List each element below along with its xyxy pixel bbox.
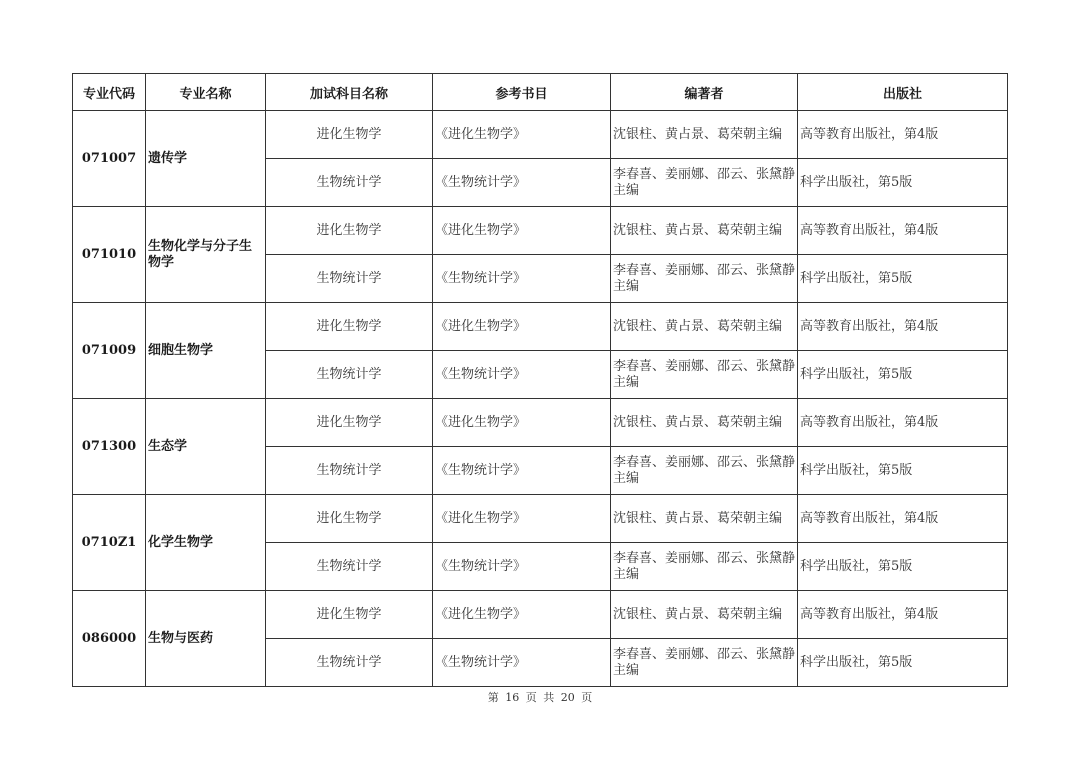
table-row: [73, 591, 1008, 639]
publisher-cell: 科学出版社，第5版: [798, 543, 1008, 591]
subject-cell: 生物统计学: [266, 543, 433, 591]
subject-cell: 进化生物学: [266, 207, 433, 255]
publisher-cell: 高等教育出版社，第4版: [798, 111, 1008, 159]
publisher-cell: 科学出版社，第5版: [798, 255, 1008, 303]
author-cell: 李春喜、姜丽娜、邵云、张黛静主编: [611, 543, 798, 591]
publisher-cell: 高等教育出版社，第4版: [798, 207, 1008, 255]
subject-cell: 生物统计学: [266, 639, 433, 687]
book-cell: 《生物统计学》: [433, 255, 611, 303]
publisher-cell: 科学出版社，第5版: [798, 159, 1008, 207]
author-cell: 沈银柱、黄占景、葛荣朝主编: [611, 495, 798, 543]
major-name-cell: 生态学: [146, 399, 266, 495]
reference-book-table: [72, 73, 1008, 687]
book-cell: 《生物统计学》: [433, 543, 611, 591]
subject-cell: 生物统计学: [266, 159, 433, 207]
major-name-cell: 细胞生物学: [146, 303, 266, 399]
author-cell: 沈银柱、黄占景、葛荣朝主编: [611, 111, 798, 159]
major-code-cell: 0710Z1: [73, 495, 146, 591]
book-cell: 《生物统计学》: [433, 639, 611, 687]
major-name-cell: 生物与医药: [146, 591, 266, 687]
book-cell: 《生物统计学》: [433, 351, 611, 399]
publisher-cell: 高等教育出版社，第4版: [798, 591, 1008, 639]
subject-cell: 进化生物学: [266, 495, 433, 543]
page-number-footer: 第 16 页 共 20 页: [487, 691, 593, 704]
table-row: [73, 495, 1008, 543]
header-publisher: 出版社: [798, 74, 1008, 111]
subject-cell: 生物统计学: [266, 351, 433, 399]
table-row: [73, 399, 1008, 447]
author-cell: 李春喜、姜丽娜、邵云、张黛静主编: [611, 351, 798, 399]
subject-cell: 生物统计学: [266, 447, 433, 495]
table-row: [73, 111, 1008, 159]
header-subject-name: 加试科目名称: [266, 74, 433, 111]
table-row: [73, 207, 1008, 255]
publisher-cell: 科学出版社，第5版: [798, 447, 1008, 495]
book-cell: 《进化生物学》: [433, 495, 611, 543]
major-name-cell: 生物化学与分子生物学: [146, 207, 266, 303]
author-cell: 沈银柱、黄占景、葛荣朝主编: [611, 303, 798, 351]
book-cell: 《进化生物学》: [433, 207, 611, 255]
header-major-name: 专业名称: [146, 74, 266, 111]
header-author: 编著者: [611, 74, 798, 111]
subject-cell: 进化生物学: [266, 303, 433, 351]
major-name-cell: 化学生物学: [146, 495, 266, 591]
author-cell: 李春喜、姜丽娜、邵云、张黛静主编: [611, 447, 798, 495]
header-major-code: 专业代码: [73, 74, 146, 111]
subject-cell: 生物统计学: [266, 255, 433, 303]
major-name-cell: 遗传学: [146, 111, 266, 207]
table-row: [73, 303, 1008, 351]
author-cell: 沈银柱、黄占景、葛荣朝主编: [611, 207, 798, 255]
book-cell: 《进化生物学》: [433, 399, 611, 447]
book-cell: 《进化生物学》: [433, 591, 611, 639]
book-cell: 《进化生物学》: [433, 303, 611, 351]
author-cell: 李春喜、姜丽娜、邵云、张黛静主编: [611, 159, 798, 207]
major-code-cell: 071010: [73, 207, 146, 303]
author-cell: 沈银柱、黄占景、葛荣朝主编: [611, 399, 798, 447]
book-cell: 《生物统计学》: [433, 159, 611, 207]
major-code-cell: 071009: [73, 303, 146, 399]
subject-cell: 进化生物学: [266, 111, 433, 159]
publisher-cell: 高等教育出版社，第4版: [798, 399, 1008, 447]
author-cell: 李春喜、姜丽娜、邵云、张黛静主编: [611, 255, 798, 303]
book-cell: 《生物统计学》: [433, 447, 611, 495]
publisher-cell: 科学出版社，第5版: [798, 639, 1008, 687]
book-cell: 《进化生物学》: [433, 111, 611, 159]
author-cell: 李春喜、姜丽娜、邵云、张黛静主编: [611, 639, 798, 687]
subject-cell: 进化生物学: [266, 399, 433, 447]
major-code-cell: 086000: [73, 591, 146, 687]
publisher-cell: 高等教育出版社，第4版: [798, 303, 1008, 351]
major-code-cell: 071007: [73, 111, 146, 207]
publisher-cell: 高等教育出版社，第4版: [798, 495, 1008, 543]
subject-cell: 进化生物学: [266, 591, 433, 639]
publisher-cell: 科学出版社，第5版: [798, 351, 1008, 399]
header-reference-book: 参考书目: [433, 74, 611, 111]
table-header-row: [73, 74, 1008, 111]
major-code-cell: 071300: [73, 399, 146, 495]
author-cell: 沈银柱、黄占景、葛荣朝主编: [611, 591, 798, 639]
